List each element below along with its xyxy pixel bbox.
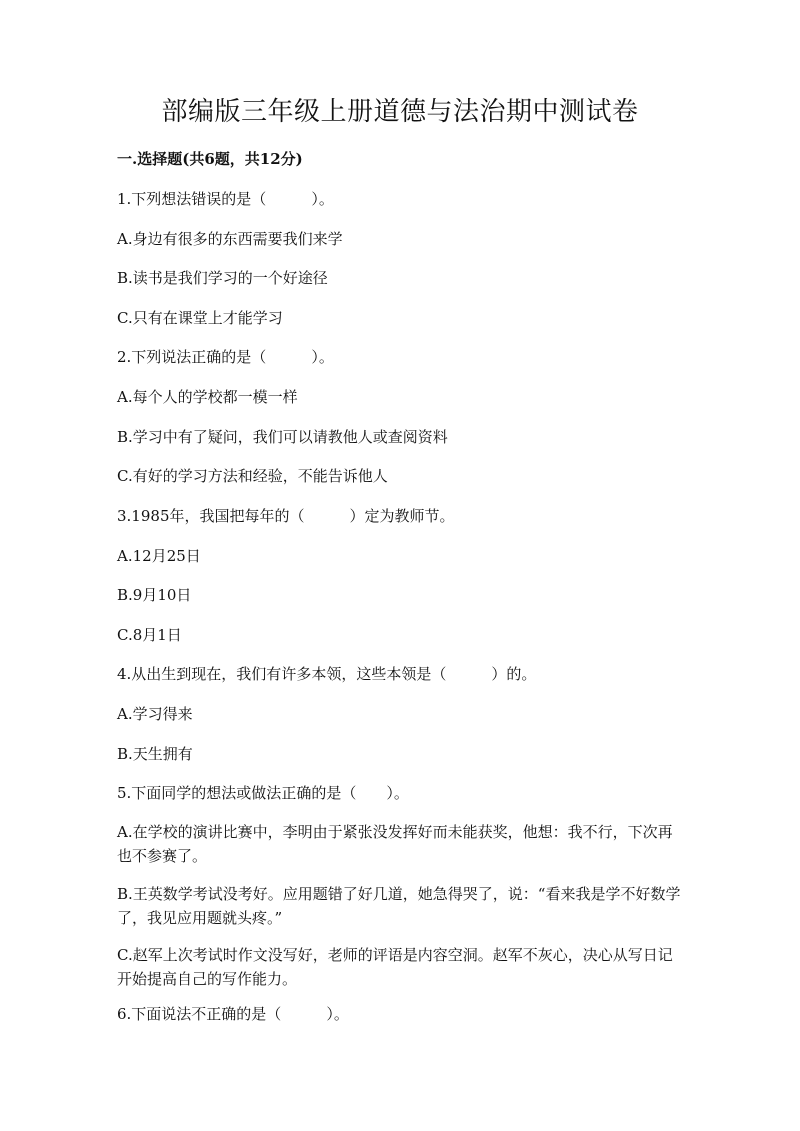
- question-3-stem: 3.1985年，我国把每年的（ ）定为教师节。: [117, 507, 455, 525]
- question-5-option-b: B.王英数学考试没考好。应用题错了好几道，她急得哭了，说：“看来我是学不好数学了，我见应用题就头疼。”: [117, 885, 681, 927]
- question-4-option-a: A.学习得来: [117, 705, 193, 723]
- question-1-option-a: A.身边有很多的东西需要我们来学: [117, 230, 343, 248]
- question-5-option-a: A.在学校的演讲比赛中，李明由于紧张没发挥好而未能获奖，他想：我不行，下次再也不参赛了。: [117, 823, 673, 865]
- question-2-stem: 2.下列说法正确的是（ ）。: [117, 348, 334, 366]
- page-title: 部编版三年级上册道德与法治期中测试卷: [161, 97, 639, 127]
- question-1-option-b: B.读书是我们学习的一个好途径: [117, 269, 328, 287]
- section-heading: 一.选择题(共6题，共12分): [117, 150, 303, 168]
- question-4-option-b: B.天生拥有: [117, 745, 193, 763]
- question-6-stem: 6.下面说法不正确的是（ ）。: [117, 1005, 349, 1023]
- question-2-option-a: A.每个人的学校都一模一样: [117, 388, 298, 406]
- question-1-stem: 1.下列想法错误的是（ ）。: [117, 190, 334, 208]
- question-5-stem: 5.下面同学的想法或做法正确的是（ ）。: [117, 784, 409, 802]
- question-3-option-b: B.9月10日: [117, 586, 192, 604]
- question-2-option-b: B.学习中有了疑问，我们可以请教他人或查阅资料: [117, 428, 448, 446]
- question-1-option-c: C.只有在课堂上才能学习: [117, 309, 283, 327]
- question-3-option-c: C.8月1日: [117, 626, 182, 644]
- question-3-option-a: A.12月25日: [117, 547, 201, 565]
- question-4-stem: 4.从出生到现在，我们有许多本领，这些本领是（ ）的。: [117, 665, 537, 683]
- question-2-option-c: C.有好的学习方法和经验，不能告诉他人: [117, 467, 388, 485]
- question-5-option-c: C.赵军上次考试时作文没写好，老师的评语是内容空洞。赵军不灰心，决心从写日记开始提高自己的写作能力。: [117, 946, 673, 988]
